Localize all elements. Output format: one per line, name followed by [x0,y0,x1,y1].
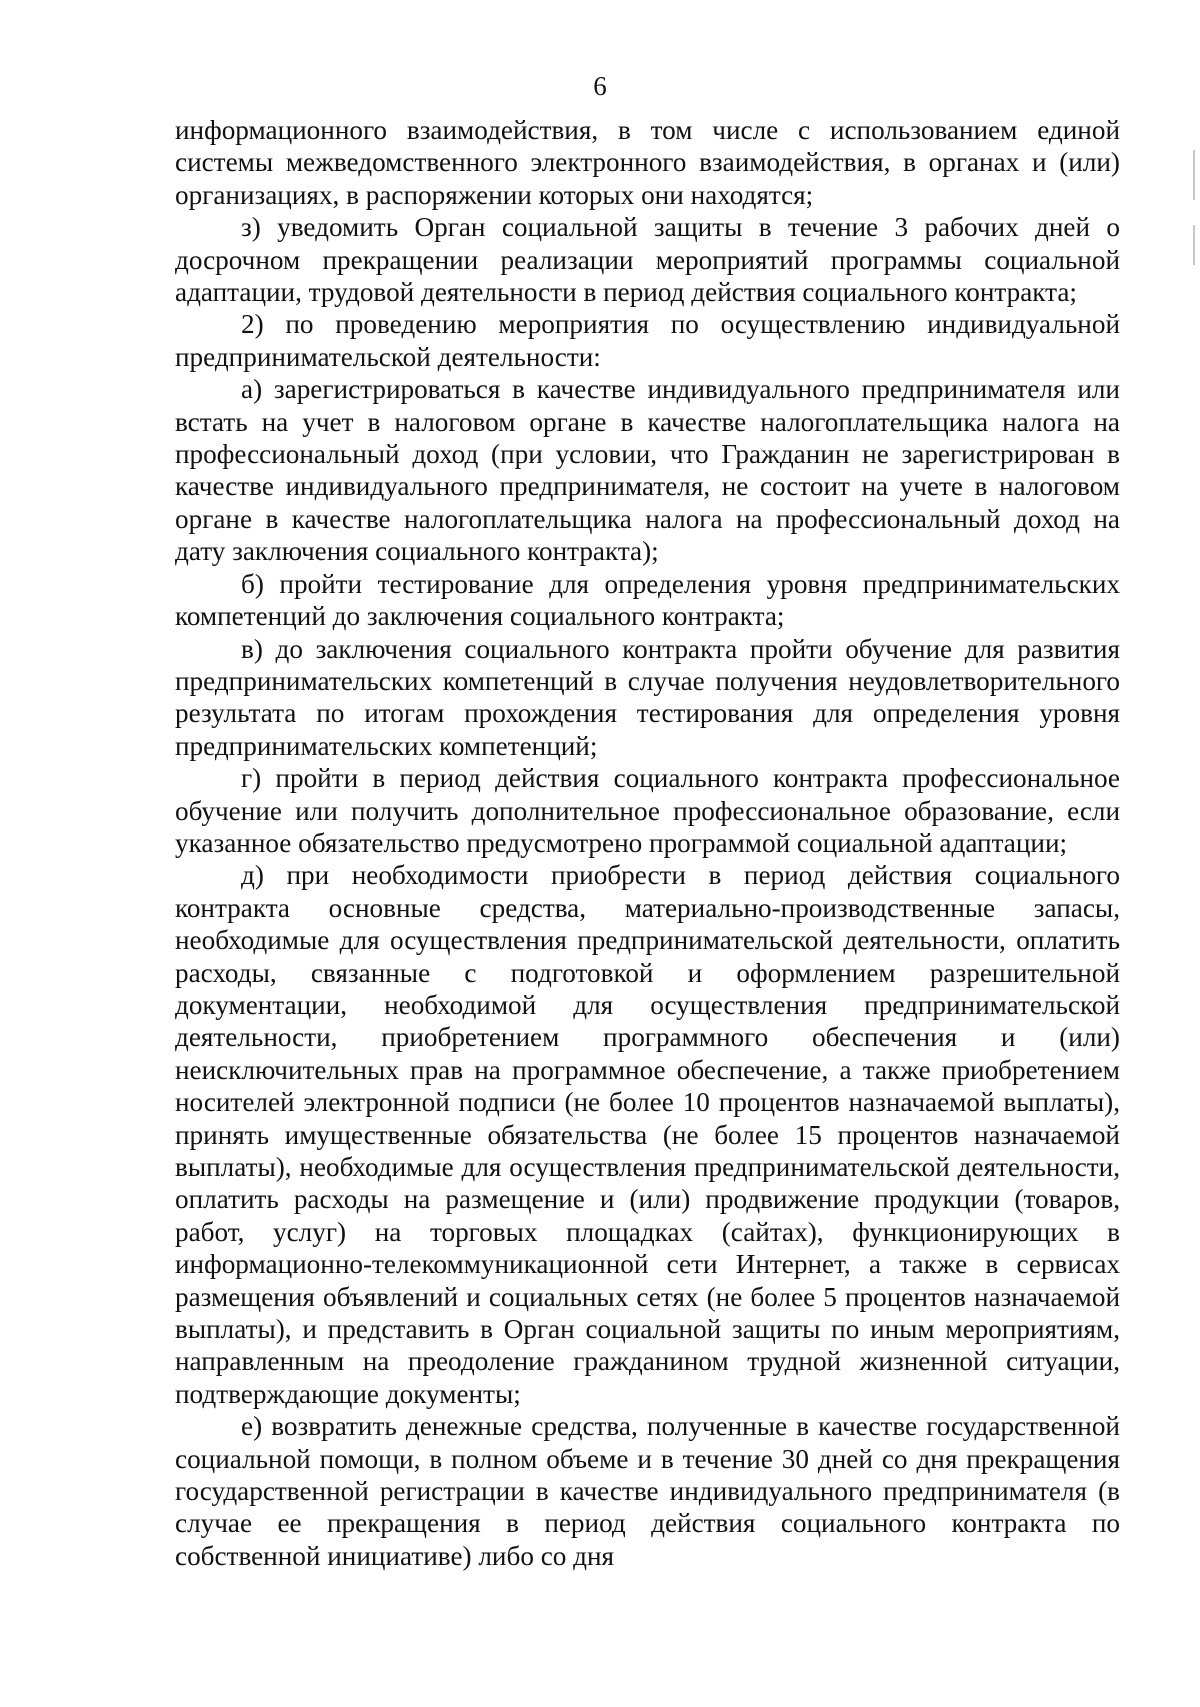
scan-edge-mark [1193,150,1195,200]
page-number: 6 [593,71,607,101]
paragraph-item-b: б) пройти тестирование для определения уровня предпринимательских компетенций до заключения социального контракта; [175,568,1120,632]
paragraph-item-d: д) при необходимости приобрести в период действия социального контракта основные средства, материально-производственные запасы, необходимые для осуществления предпринимательской деятельности, оплатить расходы, связанные с подготовкой и оформлением разрешительной документации, необходимой для осуществления предпринимательской деятельности, приобретением программного обеспечения и (или) неисключительных прав на программное обеспечение, а также приобретением носителей электронной подписи (не более 10 процентов назначаемой выплаты), принять имущественные обязательства (не более 15 процентов назначаемой выплаты), необходимые для осуществления предпринимательской деятельности, оплатить расходы на размещение и (или) продвижение продукции (товаров, работ, услуг) на торговых площадках (сайтах), функционирующих в информационно-телекоммуникационной сети Интернет, а также в сервисах размещения объявлений и социальных сетях (не более 5 процентов назначаемой выплаты), и представить в Орган социальной защиты по иным мероприятиям, направленным на преодоление гражданином трудной жизненной ситуации, подтверждающие документы; [175,860,1120,1409]
paragraph-item-g: г) пройти в период действия социального контракта профессиональное обучение или получить дополнительное профессиональное образование, если указанное обязательство предусмотрено программой социальной адаптации; [175,763,1120,858]
paragraph-item-v: в) до заключения социального контракта пройти обучение для развития предпринимательских компетенций в случае получения неудовлетворительного результата по итогам прохождения тестирования для определения уровня предпринимательских компетенций; [175,633,1120,761]
paragraph-continuation: информационного взаимодействия, в том числе с использованием единой системы межведомственного электронного взаимодействия, в органах и (или) организациях, в распоряжении которых они находятся; [175,115,1120,210]
paragraph-item-a: а) зарегистрироваться в качестве индивидуального предпринимателя или встать на учет в налоговом органе в качестве налогоплательщика налога на профессиональный доход (при условии, что Гражданин не зарегистрирован в качестве индивидуального предпринимателя, не состоит на учете в налоговом органе в качестве налогоплательщика налога на профессиональный доход на дату заключения социального контракта); [175,374,1120,567]
paragraph-item-e: е) возвратить денежные средства, полученные в качестве государственной социальной помощи, в полном объеме и в течение 30 дней со дня прекращения государственной регистрации в качестве индивидуального предпринимателя (в случае ее прекращения в период действия социального контракта по собственной инициативе) либо со дня [175,1411,1120,1571]
document-body [175,114,1120,1572]
paragraph-section-2: 2) по проведению мероприятия по осуществлению индивидуальной предпринимательской деятельности: [175,309,1120,372]
paragraph-item-z: з) уведомить Орган социальной защиты в течение 3 рабочих дней о досрочном прекращении реализации мероприятий программы социальной адаптации, трудовой деятельности в период действия социального контракта; [175,212,1120,308]
scan-edge-mark [1193,225,1195,265]
